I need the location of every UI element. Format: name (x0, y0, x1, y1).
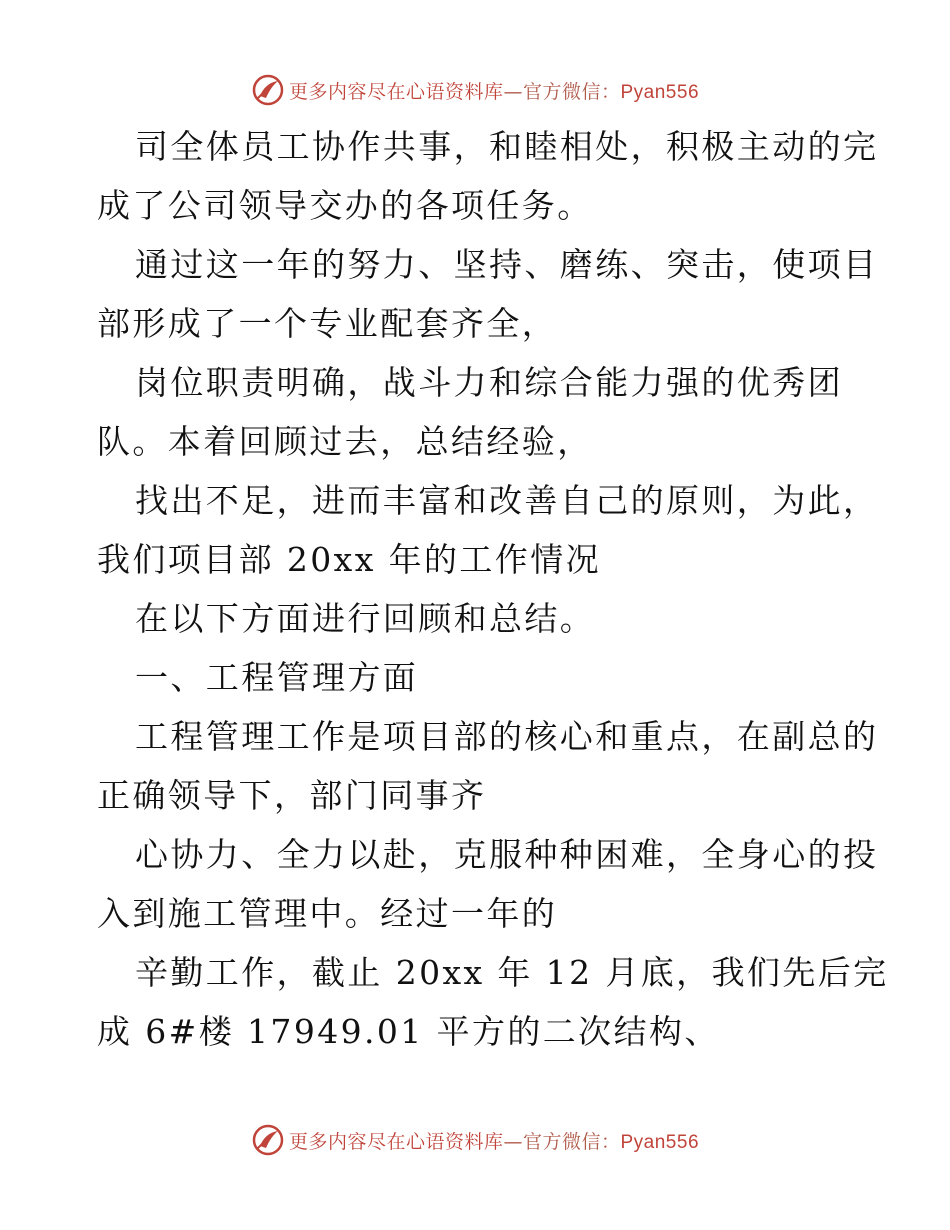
paragraph-line: 找出不足，进而丰富和改善自己的原则，为此， (135, 481, 879, 520)
banner-sub-text: 官方微信： (522, 1130, 621, 1153)
paragraph-line: 入到施工管理中。经过一年的 (97, 894, 558, 933)
paragraph-line: 部形成了一个专业配套齐全， (97, 304, 558, 343)
paragraph-line: 通过这一年的努力、坚持、磨练、突击，使项目 (135, 245, 879, 284)
section-heading: 一、工程管理方面 (135, 658, 419, 697)
banner-wechat-id: Pyan556 (620, 81, 700, 103)
banner-dash: — (503, 80, 523, 103)
paragraph-line: 正确领导下，部门同事齐 (97, 776, 487, 815)
paragraph-line: 我们项目部 20xx 年的工作情况 (97, 540, 601, 579)
footer-watermark-banner (0, 1120, 950, 1160)
brand-logo-icon (251, 73, 285, 107)
paragraph-line: 成了公司领导交办的各项任务。 (97, 186, 593, 225)
paragraph-line: 成 6#楼 17949.01 平方的二次结构、 (97, 1012, 720, 1051)
header-banner-text (289, 77, 699, 104)
paragraph-line: 岗位职责明确，战斗力和综合能力强的优秀团 (135, 363, 843, 402)
brand-logo-icon (251, 1123, 285, 1157)
banner-dash: — (503, 1130, 523, 1153)
paragraph-line: 队。本着回顾过去，总结经验， (97, 422, 593, 461)
paragraph-line: 工程管理工作是项目部的核心和重点，在副总的 (135, 717, 879, 756)
paragraph-line: 辛勤工作，截止 20xx 年 12 月底，我们先后完 (135, 953, 889, 992)
paragraph-line: 司全体员工协作共事，和睦相处，积极主动的完 (135, 127, 879, 166)
banner-main-text: 更多内容尽在心语资料库 (288, 80, 504, 103)
banner-main-text: 更多内容尽在心语资料库 (288, 1130, 504, 1153)
paragraph-line: 心协力、全力以赴，克服种种困难，全身心的投 (135, 835, 879, 874)
paragraph-line: 在以下方面进行回顾和总结。 (135, 599, 596, 638)
footer-banner-text (289, 1127, 699, 1154)
banner-wechat-id: Pyan556 (620, 1131, 700, 1153)
banner-sub-text: 官方微信： (522, 80, 621, 103)
header-watermark-banner (0, 70, 950, 110)
